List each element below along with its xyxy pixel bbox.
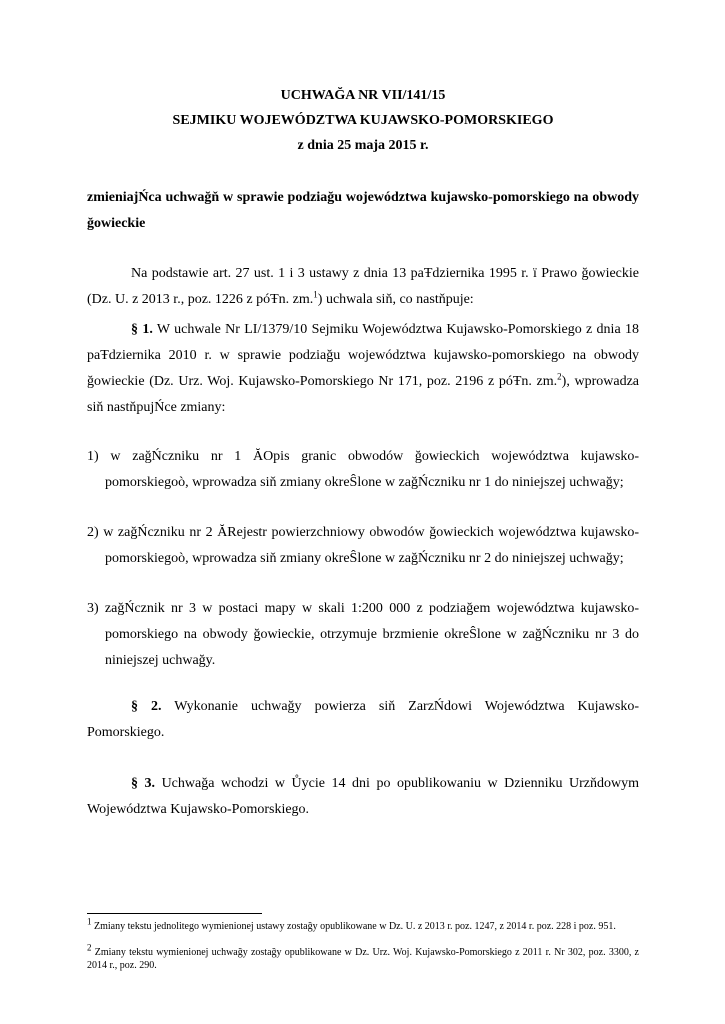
section-3-label: § 3.: [131, 776, 156, 791]
section-2-label: § 2.: [131, 699, 162, 714]
preamble-text: Na podstawie art. 27 ust. 1 i 3 ustawy z dnia 13 paŦdziernika 1995 r. ï Prawo ğowieckie (Dz. U. z 2013 r., poz. 1226 z póŦn. zm.: [87, 266, 639, 307]
footnote-divider: [87, 913, 262, 914]
list-item-1: 1) w zağŃczniku nr 1 ĂOpis granic obwodów ğowieckich województwa kujawsko-pomorskiegoò, wprowadza siň zmiany okreŜlone w zağŃczniku nr 1 do niniejszej uchwağy;: [87, 449, 639, 490]
resolution-number: UCHWAĞA NR VII/141/15: [280, 88, 446, 103]
footnote-2: [87, 942, 639, 972]
section-1-tail: ), wprowadza siň nastňpujŃce zmiany:: [87, 374, 640, 415]
section-3-text: Uchwağa wchodzi w Ůycie 14 dni po opublikowaniu w Dzienniku Urzňdowym Województwa Kujawsko-Pomorskiego.: [87, 776, 639, 817]
section-3: [87, 771, 639, 823]
list-item-2: 2) w zağŃczniku nr 2 ĂRejestr powierzchniowy obwodów ğowieckich województwa kujawsko-pomorskiegoò, wprowadza siň zmiany okreŜlone w zağŃczniku nr 2 do niniejszej uchwağy;: [87, 525, 639, 566]
resolution-subject: zmieniajŃca uchwağň w sprawie podziağu województwa kujawsko-pomorskiego na obwody ğowieckie: [87, 190, 639, 231]
resolution-date: z dnia 25 maja 2015 r.: [297, 138, 429, 153]
list-item-3: 3) zağŃcznik nr 3 w postaci mapy w skali 1:200 000 z podziağem województwa kujawsko-pomorskiego na obwody ğowieckie, otrzymuje brzmienie okreŜlone w zağŃczniku nr 3 do niniejszej uchwağy.: [87, 601, 639, 668]
footnote-ref-1: 1: [313, 289, 318, 300]
footnote-1-ref: 1: [87, 916, 92, 927]
section-1: [87, 317, 639, 421]
section-2-text: Wykonanie uchwağy powierza siň ZarzŃdowi Województwa Kujawsko-Pomorskiego.: [87, 699, 639, 740]
footnote-2-text: Zmiany tekstu wymienionej uchwağy zostağy opublikowane w Dz. Urz. Woj. Kujawsko-Pomorskiego z 2011 r. Nr 302, poz. 3300, z 2014 r., poz. 290.: [87, 947, 639, 971]
footnote-2-ref: 2: [87, 942, 92, 953]
section-1-text: W uchwale Nr LI/1379/10 Sejmiku Województwa Kujawsko-Pomorskiego z dnia 18 paŦdziernika 2010 r. w sprawie podziağu województwa kujawsko-pomorskiego na obwody ğowieckie (Dz. Urz. Woj. Kujawsko-Pomorskiego Nr 171, poz. 2196 z póŦn. zm.: [87, 322, 639, 389]
section-2: [87, 694, 639, 746]
footnote-1-text: Zmiany tekstu jednolitego wymienionej ustawy zostağy opublikowane w Dz. U. z 2013 r. poz. 1247, z 2014 r. poz. 228 i poz. 951.: [91, 921, 616, 932]
preamble: [87, 261, 639, 313]
issuing-body: SEJMIKU WOJEWÓDZTWA KUJAWSKO-POMORSKIEGO: [172, 113, 554, 128]
section-1-label: § 1.: [131, 322, 153, 337]
footnote-1: [87, 916, 639, 933]
footnote-ref-2: 2: [557, 371, 562, 382]
preamble-tail: ) uchwala siň, co nastňpuje:: [317, 292, 474, 307]
